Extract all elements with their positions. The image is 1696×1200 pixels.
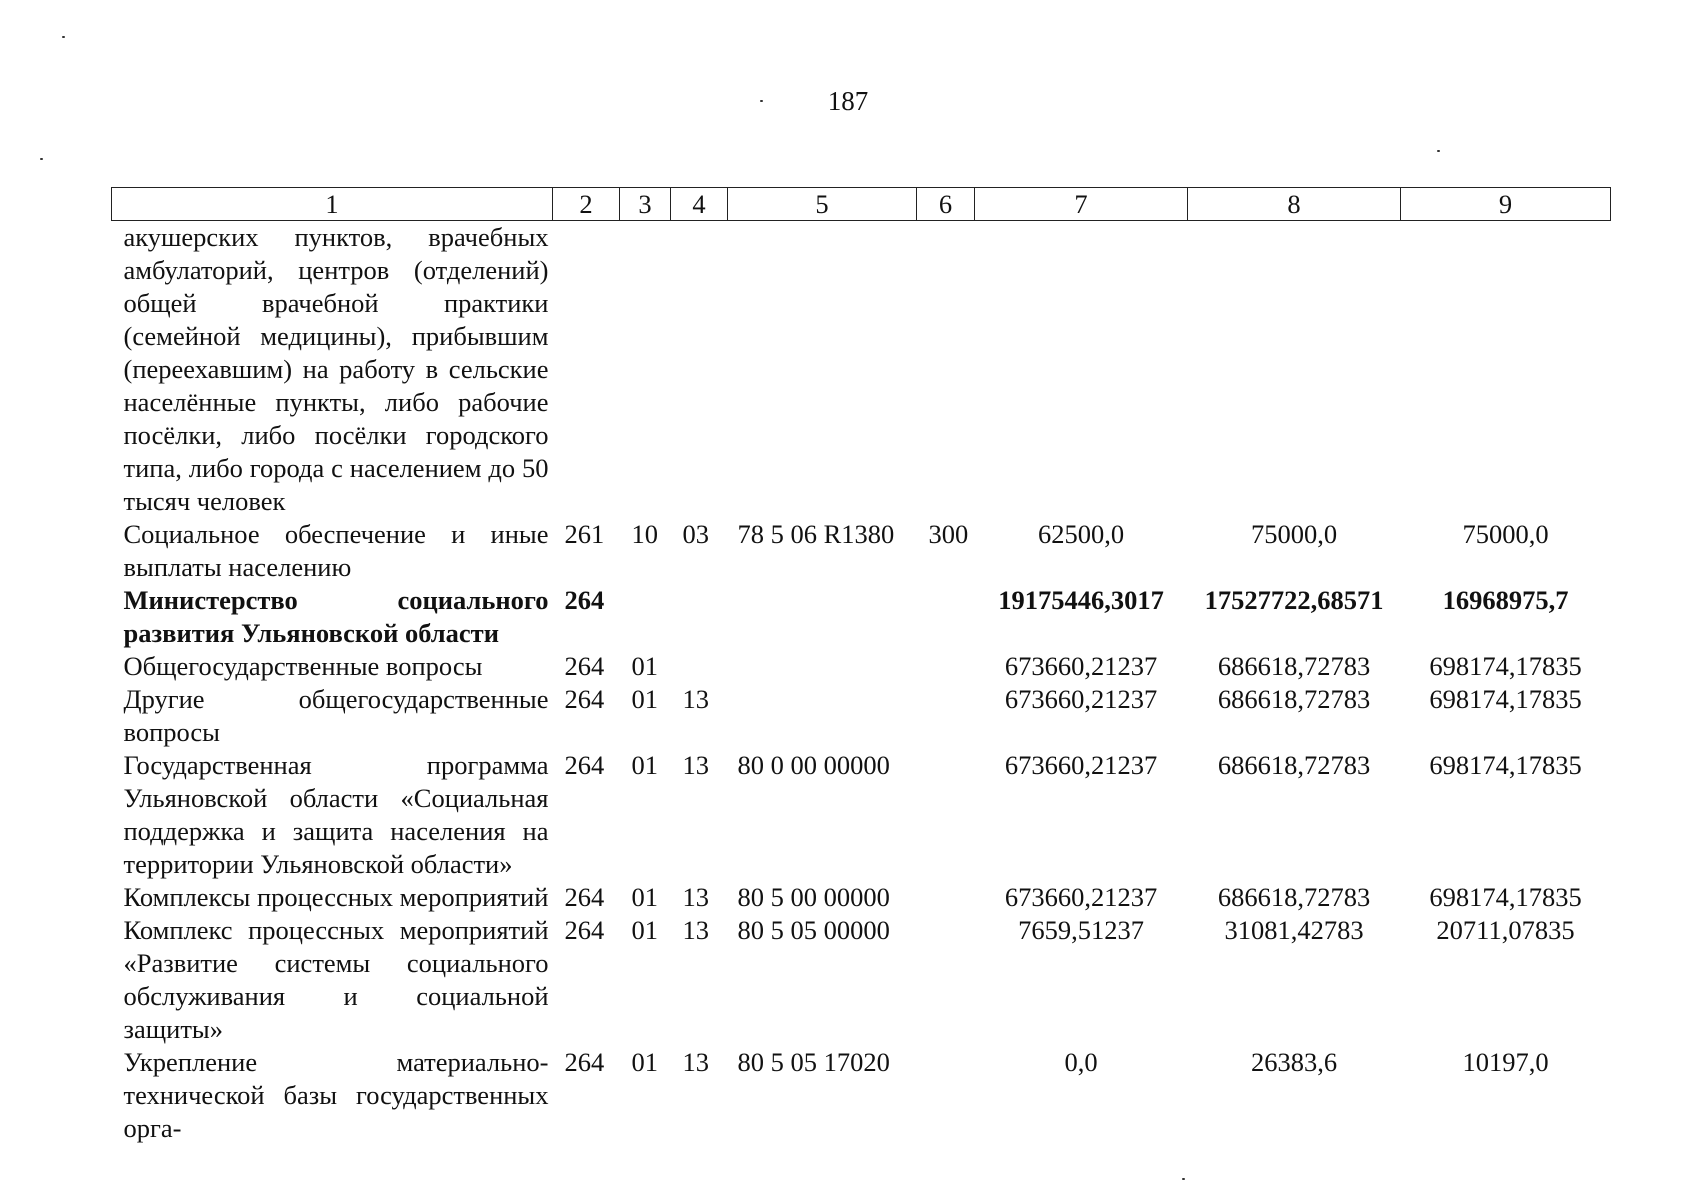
section-code: 01 (631, 684, 658, 714)
section-code (620, 221, 671, 519)
table-row (112, 221, 1611, 519)
column-header-4: 4 (671, 188, 728, 221)
ministry-code: 264 (564, 684, 605, 714)
amount-year-3: 75000,0 (1462, 519, 1549, 549)
item-name: Министерство социального развития Ульяновской области (123, 585, 549, 648)
subsection-code (671, 650, 728, 683)
header-row (112, 188, 1611, 221)
subsection-code: 13 (682, 1047, 709, 1077)
section-code: 01 (631, 915, 658, 945)
subsection-code: 03 (682, 519, 709, 549)
column-header-3: 3 (620, 188, 671, 221)
scan-speck (760, 100, 763, 102)
amount-year-3: 698174,17835 (1429, 684, 1582, 714)
expense-type-code (917, 221, 975, 519)
amount-year-1: 673660,21237 (1004, 684, 1158, 714)
ministry-code: 264 (564, 585, 605, 615)
amount-year-1 (975, 221, 1188, 519)
amount-year-1: 673660,21237 (1004, 651, 1158, 681)
amount-year-2 (1188, 221, 1401, 519)
item-name: Укрепление материально-технической базы государственных орга- (123, 1047, 549, 1143)
expense-type-code (917, 584, 975, 650)
ministry-code: 264 (564, 651, 605, 681)
section-code: 01 (631, 882, 658, 912)
target-article-code (728, 650, 917, 683)
table-row (112, 749, 1611, 881)
amount-year-2: 686618,72783 (1217, 651, 1371, 681)
table-header (112, 188, 1611, 221)
subsection-code (671, 221, 728, 519)
item-name: Другие общегосударственные вопросы (123, 684, 549, 747)
amount-year-2: 75000,0 (1250, 519, 1338, 549)
item-name: Государственная программа Ульяновской области «Социальная поддержка и защита населения на территории Ульяновской области» (123, 750, 549, 879)
ministry-code: 264 (564, 750, 605, 780)
amount-year-2: 17527722,68571 (1204, 585, 1384, 615)
target-article-code: 78 5 06 R1380 (737, 519, 895, 549)
ministry-code: 264 (564, 915, 605, 945)
amount-year-1: 673660,21237 (1004, 882, 1158, 912)
amount-year-1: 7659,51237 (1018, 915, 1144, 945)
expense-type-code (917, 650, 975, 683)
expense-type-code (917, 1046, 975, 1145)
target-article-code (728, 584, 917, 650)
expense-type-code: 300 (928, 519, 969, 549)
column-header-5: 5 (728, 188, 917, 221)
column-header-9: 9 (1401, 188, 1611, 221)
item-name: Комплексы процессных мероприятий (123, 882, 549, 912)
target-article-code: 80 0 00 00000 (737, 750, 890, 780)
ministry-code: 261 (564, 519, 605, 549)
expense-type-code (917, 683, 975, 749)
subsection-code: 13 (682, 882, 709, 912)
ministry-code: 264 (564, 1047, 605, 1077)
column-header-1: 1 (112, 188, 553, 221)
scan-speck (1182, 1178, 1185, 1180)
target-article-code: 80 5 05 17020 (737, 1047, 890, 1077)
amount-year-3: 698174,17835 (1429, 750, 1582, 780)
amount-year-3: 698174,17835 (1429, 882, 1582, 912)
target-article-code (728, 683, 917, 749)
amount-year-2: 686618,72783 (1217, 684, 1371, 714)
ministry-code (553, 221, 620, 519)
scan-speck (1437, 150, 1440, 152)
ministry-code: 264 (564, 882, 605, 912)
column-header-7: 7 (975, 188, 1188, 221)
table-row (112, 518, 1611, 584)
section-code (620, 584, 671, 650)
table-row (112, 1046, 1611, 1145)
expense-type-code (917, 749, 975, 881)
column-header-8: 8 (1188, 188, 1401, 221)
budget-table (111, 187, 1611, 1145)
amount-year-3: 16968975,7 (1442, 585, 1569, 615)
item-name: Комплекс процессных мероприятий «Развитие системы социального обслуживания и социальной защиты» (123, 915, 549, 1044)
target-article-code: 80 5 05 00000 (737, 915, 890, 945)
section-code: 10 (631, 519, 658, 549)
subsection-code: 13 (682, 915, 709, 945)
scan-speck (62, 36, 65, 38)
amount-year-1: 673660,21237 (1004, 750, 1158, 780)
page-number: 187 (827, 86, 869, 116)
subsection-code: 13 (682, 750, 709, 780)
column-header-2: 2 (553, 188, 620, 221)
amount-year-3: 10197,0 (1462, 1047, 1549, 1077)
subsection-code: 13 (682, 684, 709, 714)
table-row (112, 584, 1611, 650)
amount-year-3: 20711,07835 (1436, 915, 1575, 945)
amount-year-1: 62500,0 (1037, 519, 1125, 549)
item-name: Общегосударственные вопросы (123, 651, 483, 681)
table-body (112, 221, 1611, 1146)
amount-year-2: 686618,72783 (1217, 750, 1371, 780)
table-row (112, 650, 1611, 683)
section-code: 01 (631, 651, 658, 681)
section-code: 01 (631, 1047, 658, 1077)
amount-year-2: 26383,6 (1250, 1047, 1338, 1077)
expense-type-code (917, 881, 975, 914)
amount-year-1: 0,0 (1064, 1047, 1098, 1077)
amount-year-3: 698174,17835 (1429, 651, 1582, 681)
table-row (112, 683, 1611, 749)
scan-speck (40, 158, 43, 160)
amount-year-3 (1401, 221, 1611, 519)
amount-year-2: 686618,72783 (1217, 882, 1371, 912)
column-header-6: 6 (917, 188, 975, 221)
item-name: Социальное обеспечение и иные выплаты населению (123, 519, 549, 582)
section-code: 01 (631, 750, 658, 780)
amount-year-1: 19175446,3017 (998, 585, 1164, 615)
item-name: акушерских пунктов, врачебных амбулаторий, центров (отделений) общей врачебной практики (семейной медицины), прибывшим (переехавшим) на работу в сельские населённые пункты, либо рабочие посёлки, либо посёлки городского типа, либо города с населением до 50 тысяч человек (123, 222, 549, 516)
subsection-code (671, 584, 728, 650)
table-row (112, 881, 1611, 914)
expense-type-code (917, 914, 975, 1046)
table-row (112, 914, 1611, 1046)
target-article-code (728, 221, 917, 519)
target-article-code: 80 5 00 00000 (737, 882, 890, 912)
amount-year-2: 31081,42783 (1224, 915, 1364, 945)
